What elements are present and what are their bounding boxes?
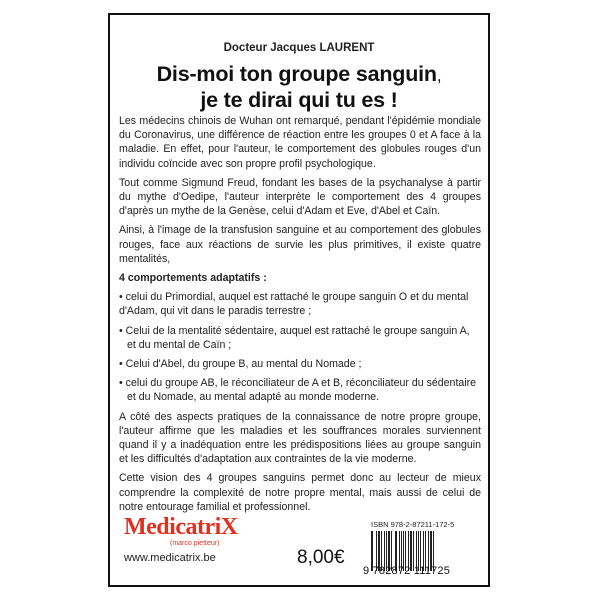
author-name: Docteur Jacques LAURENT (223, 42, 375, 54)
paragraph: Ainsi, à l'image de la transfusion sanguine et au comportement des globules rouges, face aux réactions de survie les plus primitives, il existe quatre mentalités, (119, 224, 481, 265)
list-item: • Celui de la mentalité sédentaire, auquel est rattaché le groupe sanguin A, et du mental de Caïn ; (119, 324, 470, 351)
title-line-1: Dis-moi ton groupe sanguin (156, 62, 437, 86)
blurb-text (119, 114, 481, 519)
price: 8,00€ (297, 547, 345, 568)
publisher-website: www.medicatrix.be (124, 552, 216, 564)
publisher-logo: MedicatriX (124, 514, 238, 540)
book-title (110, 62, 488, 113)
isbn-label: ISBN 978-2-87211-172-5 (371, 520, 455, 529)
paragraph: Tout comme Sigmund Freud, fondant les bases de la psychanalyse à partir du mythe d'Oedipe, l'auteur interprète le comportement des 4 groupes d'après un mythe de la Genèse, celui d'Adam et Eve, d'Abel et Caïn. (119, 176, 481, 218)
list-item: • celui du groupe AB, le réconciliateur de A et B, réconciliateur du sédentaire et du Nomade, au mental adapté au monde moderne. (119, 377, 477, 404)
title-line-2: je te dirai qui tu es ! (200, 88, 398, 112)
barcode-block (363, 520, 463, 577)
book-back-cover (108, 13, 490, 587)
list-heading: 4 comportements adaptatifs : (119, 272, 267, 285)
paragraph: A côté des aspects pratiques de la connaissance de notre propre groupe, l'auteur affirme que les maladies et les souffrances morales surviennent quand il y a inadéquation entre les prédispositions liées au groupe sanguin et les difficultés d'adaptation aux contraintes de la vie moderne. (119, 410, 481, 466)
publisher-subtitle: (marco pietteur) (170, 540, 220, 547)
title-comma: , (436, 66, 442, 85)
paragraph: Les médecins chinois de Wuhan ont remarqué, pendant l'épidémie mondiale du Coronavirus, une différence de réaction entre les groupes 0 et A face à la maladie. En effet, pour l'auteur, le comportement des globules rouges d'un individu coïncide avec son propre profil psychologique. (119, 115, 481, 170)
list-item: • Celui d'Abel, du groupe B, au mental du Nomade ; (119, 358, 362, 371)
list-item: • celui du Primordial, auquel est rattaché le groupe sanguin O et du mental d'Adam, qui vit dans le paradis terrestre ; (119, 291, 469, 318)
publisher-block (124, 515, 274, 564)
barcode-digits: 9 782872 111725 (363, 565, 451, 577)
paragraph: Cette vision des 4 groupes sanguins permet donc au lecteur de mieux comprendre la complexité de notre propre mental, mais aussi de celui de notre entourage familial et professionnel. (119, 472, 481, 513)
